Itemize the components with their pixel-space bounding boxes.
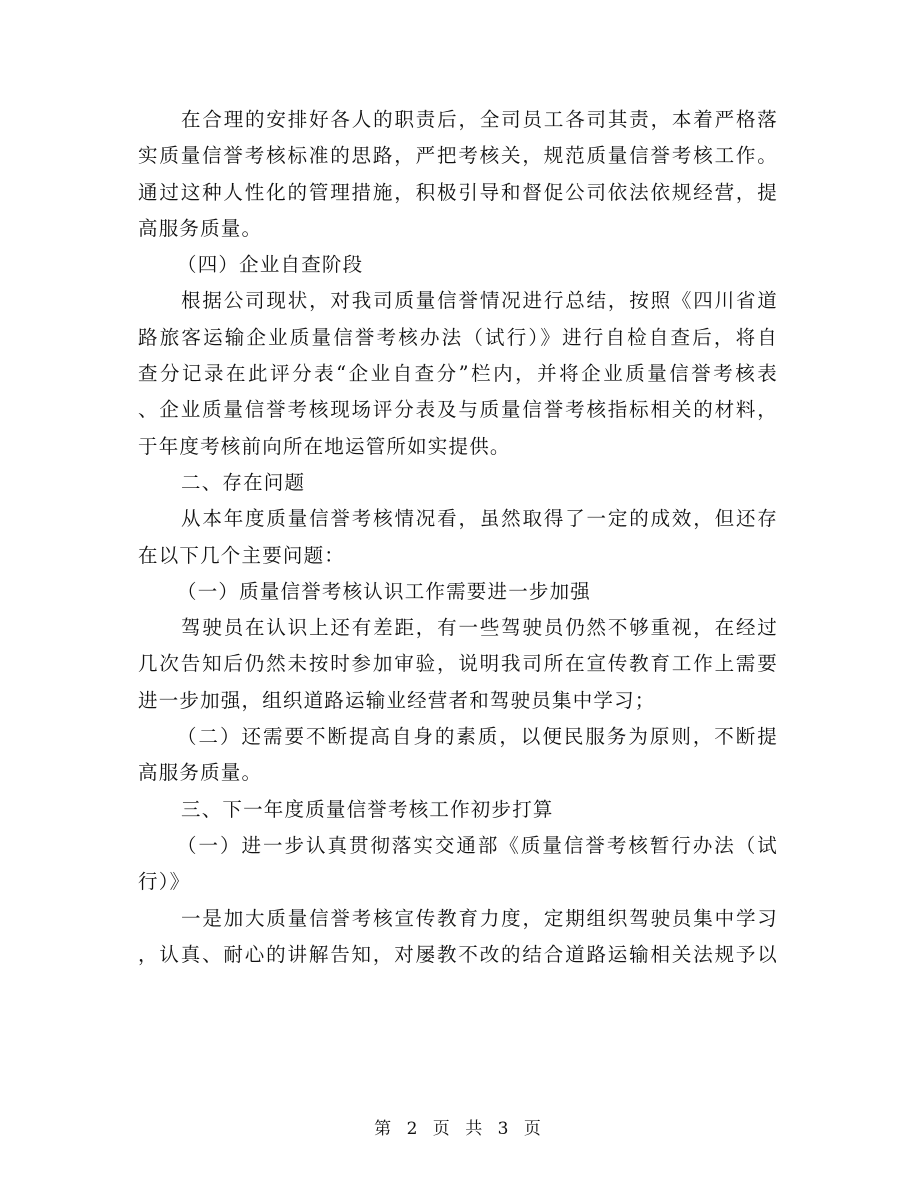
text-line: 、企业质量信誉考核现场评分表及与质量信誉考核指标相关的材料， [138,398,778,422]
text-line: 从本年度质量信誉考核情况看，虽然取得了一定的成效，但还存 [181,507,778,531]
text-line: 二、存在问题 [181,470,306,494]
text-line: 高服务质量。 [138,216,263,240]
text-line: 行）》 [138,870,191,894]
page-footer: 第 2 页 共 3 页 [374,1119,546,1139]
text-line: 进一步加强，组织道路运输业经营者和驾驶员集中学习； [138,688,656,712]
text-line: 通过这种人性化的管理措施，积极引导和督促公司依法依规经营，提 [138,180,778,204]
text-line: 驾驶员在认识上还有差距，有一些驾驶员仍然不够重视，在经过 [181,616,778,640]
text-line: 实质量信誉考核标准的思路，严把考核关，规范质量信誉考核工作。 [138,144,778,168]
text-line: 根据公司现状，对我司质量信誉情况进行总结，按照《四川省道 [181,289,778,313]
text-line: 于年度考核前向所在地运管所如实提供。 [138,434,511,458]
text-line: 几次告知后仍然未按时参加审验，说明我司所在宣传教育工作上需要 [138,652,778,676]
text-line: 一是加大质量信誉考核宣传教育力度，定期组织驾驶员集中学习 [181,906,778,930]
text-line: 路旅客运输企业质量信誉考核办法（试行）》进行自检自查后，将自 [138,325,778,349]
text-line: （二）还需要不断提高自身的素质，以便民服务为原则，不断提 [177,725,778,749]
text-line: （一）质量信誉考核认识工作需要进一步加强 [177,579,592,603]
text-line: 查分记录在此评分表“企业自查分”栏内，并将企业质量信誉考核表 [138,362,778,386]
text-line: 高服务质量。 [138,761,263,785]
document-body [138,102,778,973]
text-line: 在以下几个主要问题： [138,543,346,567]
text-line: 在合理的安排好各人的职责后，全司员工各司其责，本着严格落 [181,108,778,131]
text-line: ，认真、耐心的讲解告知，对屡教不改的结合道路运输相关法规予以 [138,942,778,966]
text-line: 三、下一年度质量信誉考核工作初步打算 [181,797,554,821]
text-line: （四）企业自查阶段 [177,253,364,277]
text-line: （一）进一步认真贯彻落实交通部《质量信誉考核暂行办法（试 [177,833,778,857]
